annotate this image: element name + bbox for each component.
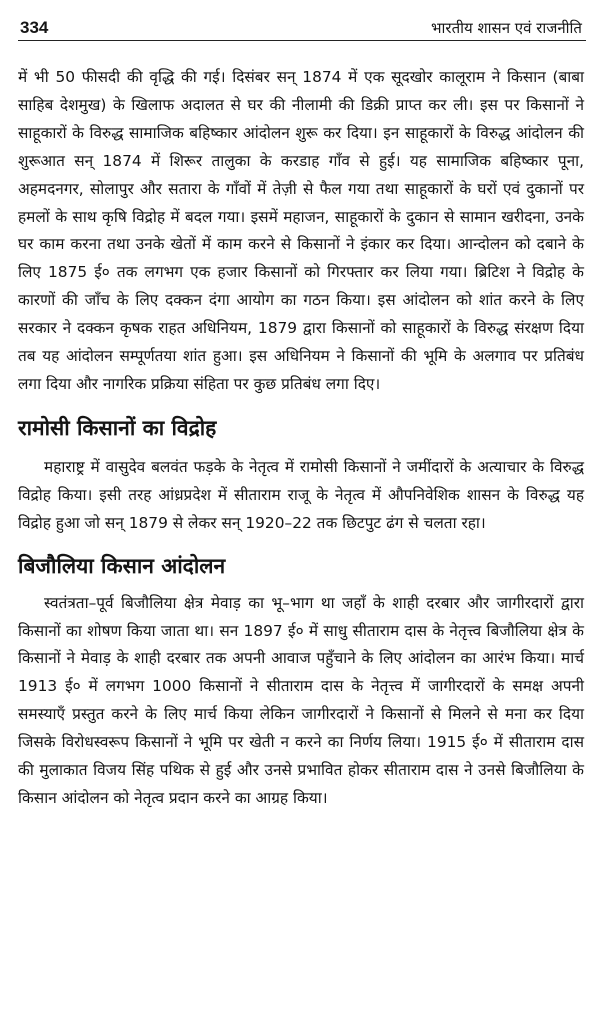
page-body (18, 64, 584, 813)
bijolia-section-heading: बिजौलिया किसान आंदोलन (18, 553, 226, 578)
ramosi-section-heading: रामोसी किसानों का विद्रोह (18, 415, 217, 440)
page-header (18, 10, 586, 41)
page-number: 334 (20, 18, 49, 37)
bijolia-paragraph: स्वतंत्रता–पूर्व बिजौलिया क्षेत्र मेवाड़ का भू–भाग था जहाँ के शाही दरबार और जागीरदारों द्वारा किसानों का शोषण किया जाता था। सन 1897 ई० में साधु सीताराम दास के नेतृत्त्व बिजौलिया क्षेत्र के किसानों ने मेवाड़ के शाही दरबार तक अपनी आवाज पहुँचाने के लिए आंदोलन का आरंभ किया। मार्च 1913 ई० में लगभग 1000 किसानों ने सीताराम दास के नेतृत्त्व में जागीरदारों के समक्ष अपनी समस्याएँ प्रस्तुत करने के लिए मार्च किया लेकिन जागीरदारों ने किसानों से मिलने से मना कर दिया जिसके विरोधस्वरूप किसानों ने भूमि पर खेती न करने का निर्णय लिया। 1915 ई० में सीताराम दास की मुलाकात विजय सिंह पथिक से हुई और उनसे प्रभावित होकर सीताराम दास ने उनसे बिजौलिया के किसान आंदोलन को नेतृत्व प्रदान करने का आग्रह किया। (18, 593, 584, 807)
running-title: भारतीय शासन एवं राजनीति (431, 19, 582, 37)
intro-paragraph: में भी 50 फीसदी की वृद्धि की गई। दिसंबर सन् 1874 में एक सूदखोर कालूराम ने किसान (बाबा साहिब देशमुख) के खिलाफ अदालत से घर की नीलामी की डिक्री प्राप्त कर ली। इस पर किसानों ने साहूकारों के विरुद्ध सामाजिक बहिष्कार आंदोलन शुरू कर दिया। इन साहूकारों के विरुद्ध आंदोलन की शुरूआत सन् 1874 में शिरूर तालुका के करडाह गाँव से हुई। यह सामाजिक बहिष्कार पूना, अहमदनगर, सोलापुर और सतारा के गाँवों में तेज़ी से फैल गया तथा साहूकारों के घरों एवं दुकानों पर हमलों के साथ कृषि विद्रोह में बदल गया। इसमें महाजन, साहूकारों के दुकान से सामान खरीदना, उनके घर काम करना तथा उनके खेतों में काम करने से किसानों ने इंकार कर दिया। आन्दोलन को दबाने के लिए 1875 ई० तक लगभग एक हजार किसानों को गिरफ्तार कर लिया गया। ब्रिटिश ने विद्रोह के कारणों की जाँच के लिए दक्कन दंगा आयोग का गठन किया। इस आंदोलन को शांत करने के लिए सरकार ने दक्कन कृषक राहत अधिनियम, 1879 द्वारा किसानों को साहूकारों के विरुद्ध संरक्षण दिया तब यह आंदोलन सम्पूर्णतया शांत हुआ। इस अधिनियम ने किसानों की भूमि के अलगाव पर प्रतिबंध लगा दिया और नागरिक प्रक्रिया संहिता पर कुछ प्रतिबंध लगा दिए। (18, 68, 584, 393)
ramosi-paragraph: महाराष्ट्र में वासुदेव बलवंत फड़के के नेतृत्व में रामोसी किसानों ने जमींदारों के अत्याचार के विरुद्ध विद्रोह किया। इसी तरह आंध्रप्रदेश में सीताराम राजू के नेतृत्व में औपनिवेशिक शासन के विरुद्ध यह विद्रोह हुआ जो सन् 1879 से लेकर सन् 1920–22 तक छिटपुट ढंग से चलता रहा। (18, 457, 584, 532)
